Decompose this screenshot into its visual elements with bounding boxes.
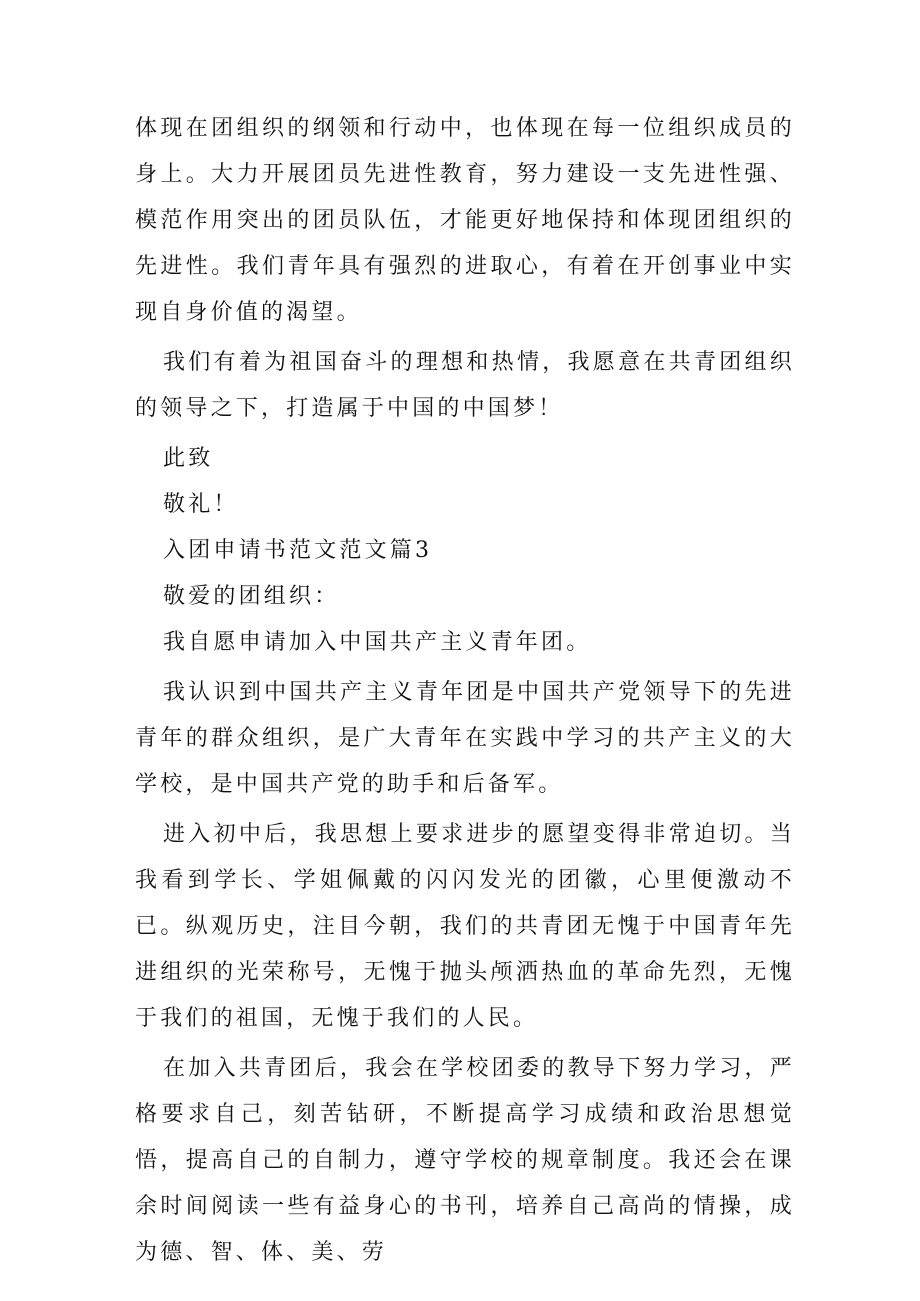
closing-salutation: 此致 xyxy=(163,446,214,471)
paragraph-continued-text: 体现在团组织的纲领和行动中，也体现在每一位组织成员的身上。大力开展团员先进性教育，努力建设一支先进性强、模范作用突出的团员队伍，才能更好地保持和体现团组织的先进性。我们青年具有强烈的进取心，有着在开创事业中实现自身价值的渴望。 xyxy=(135,116,795,325)
section-heading: 入团申请书范文范文篇3 xyxy=(163,538,433,563)
paragraph-application-statement: 我自愿申请加入中国共产主义青年团。 xyxy=(163,630,592,655)
paragraph-middle-school: 进入初中后，我思想上要求进步的愿望变得非常迫切。当我看到学长、学姐佩戴的闪闪发光的团徽，心里便激动不已。纵观历史，注目今朝，我们的共青团无愧于中国青年先进组织的光荣称号，无愧于抛头颅洒热血的革命先烈，无愧于我们的祖国，无愧于我们的人民。 xyxy=(135,822,795,1031)
document-body xyxy=(135,106,795,1280)
paragraph-commitment: 在加入共青团后，我会在学校团委的教导下努力学习，严格要求自己，刻苦钻研，不断提高学习成绩和政治思想觉悟，提高自己的自制力，遵守学校的规章制度。我还会在课余时间阅读一些有益身心的书刊，培养自己高尚的情操，成为德、智、体、美、劳 xyxy=(135,1056,795,1265)
closing-regards: 敬礼！ xyxy=(163,492,239,517)
letter-greeting: 敬爱的团组织： xyxy=(163,584,340,609)
paragraph-aspiration: 我们有着为祖国奋斗的理想和热情，我愿意在共青团组织的领导之下，打造属于中国的中国梦！ xyxy=(135,350,795,421)
paragraph-league-understanding: 我认识到中国共产主义青年团是中国共产党领导下的先进青年的群众组织，是广大青年在实践中学习的共产主义的大学校，是中国共产党的助手和后备军。 xyxy=(135,680,795,797)
